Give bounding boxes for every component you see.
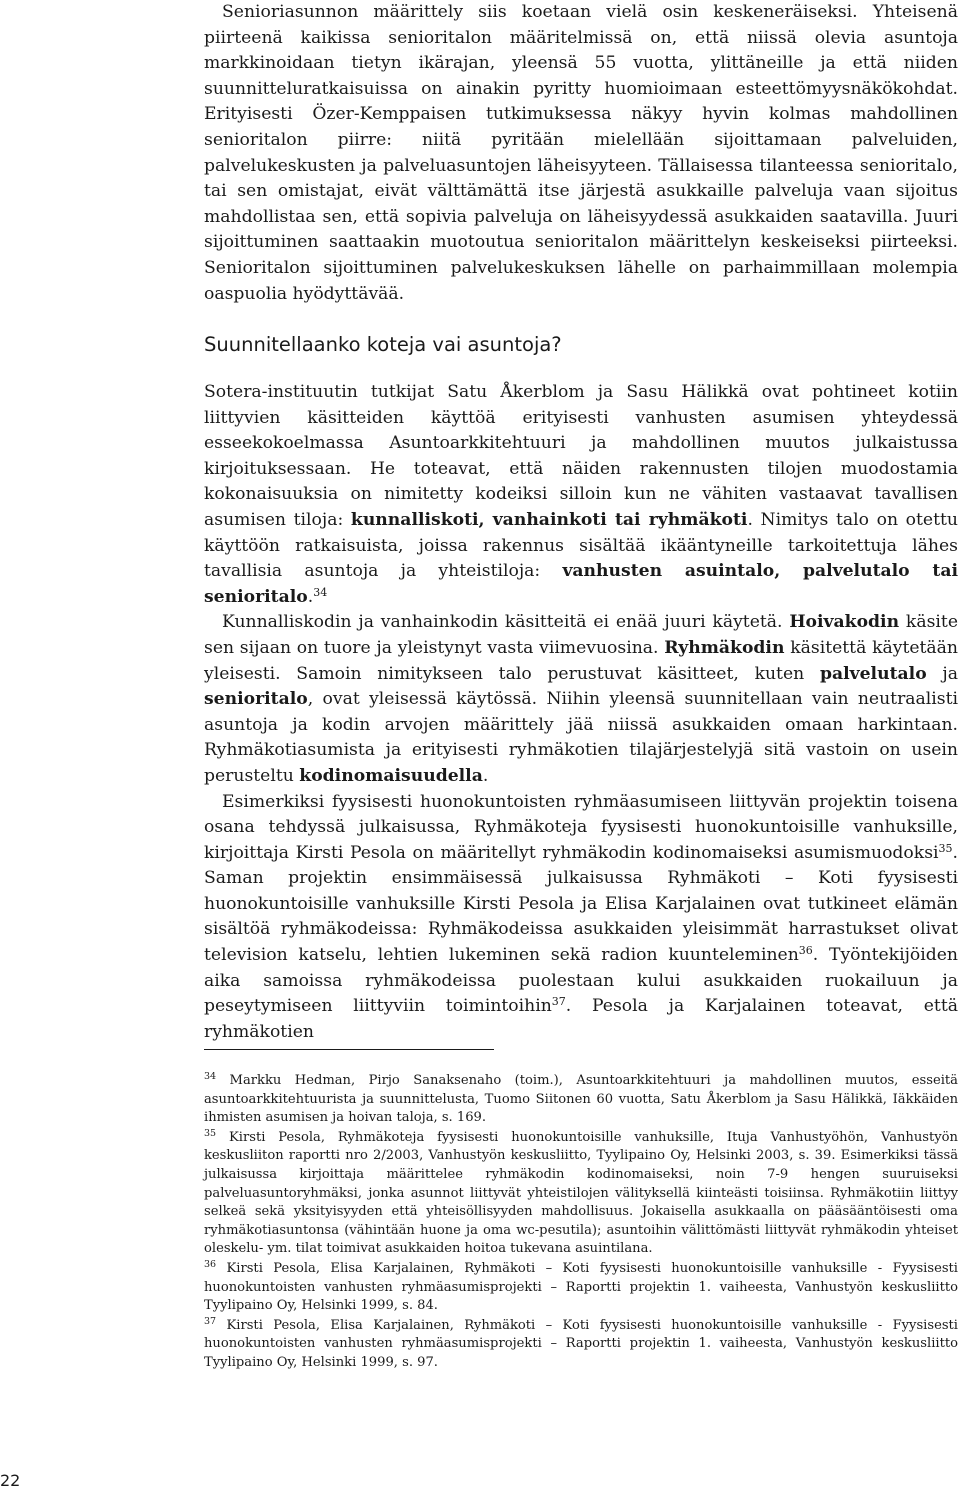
bold-term: palvelutalo <box>819 663 927 684</box>
footnote-number: 34 <box>204 1071 217 1082</box>
footnote-ref: 37 <box>551 995 566 1009</box>
text-run: Kunnalliskodin ja vanhainkodin käsitteitä ei enää juuri käytetä. <box>222 612 790 633</box>
footnote-text: Kirsti Pesola, Elisa Karjalainen, Ryhmäkoti – Koti fyysisesti huonokuntoisille vanhuksille - Fyysisesti huonokuntoisten vanhusten ryhmäasumisprojekti – Raportti projektin 1. vaiheesta, Vanhustyön keskusliitto Tyylipaino Oy, Helsinki 1999, s. 97. <box>204 1317 958 1370</box>
footnote-number: 36 <box>204 1258 217 1270</box>
text-run: käsite sen sijaan on tuore ja yleistynyt vasta viimevuosina. <box>204 612 958 658</box>
text-run: käsitettä käytetään yleisesti. Samoin nimitykseen talo perustuvat käsitteet, kuten <box>204 637 958 684</box>
text-run: . <box>482 765 489 786</box>
footnote-text: Kirsti Pesola, Elisa Karjalainen, Ryhmäkoti – Koti fyysisesti huonokuntoisille vanhuksille - Fyysisesti huonokuntoisten vanhusten ryhmäasumisprojekti – Raportti projektin 1. vaiheesta, Vanhustyön keskusliitto Tyylipaino Oy, Helsinki 1999, s. 84. <box>204 1260 958 1314</box>
bold-term: senioritalo <box>204 689 308 710</box>
paragraph-text: Senioriasunnon määrittely siis koetaan vielä osin keskeneräiseksi. Yhteisenä piirteenä kaikissa senioritalon määritelmissä on, että niissä olevia asuntoja markkinoidaan tietyn ikärajan, yleensä 55 vuotta, ylittäneille ja että niiden suunnitteluratkaisuissa on ainakin pyritty huomioimaan esteettömyysnäkökohdat. Erityisesti Özer-Kemppaisen tutkimuksessa näkyy hyvin kolmas mahdollinen senioritalon piirre: niitä pyritään mielellään sijoittamaan palveluiden, palvelukeskusten ja palveluasuntojen läheisyyteen. Tällaisessa tilanteessa senioritalo, tai sen omistajat, eivät välttämättä itse järjestä asukkaille palveluja vaan sijoitus mahdollistaa sen, että sopivia palveluja on läheisyydessä asukkaiden saatavilla. Juuri sijoittuminen saattaakin muotoutua senioritalon määrittelyn keskeiseksi piirteeksi. Senioritalon sijoittuminen palvelukeskuksen lähelle on parhaimmillaan molempia oaspuolia hyödyttävää. <box>204 2 958 304</box>
page-number: 22 <box>0 1471 21 1490</box>
bold-term: Ryhmäkodin <box>664 637 785 658</box>
footnote-ref: 35 <box>938 841 953 855</box>
footnote-ref: 34 <box>313 585 328 599</box>
text-run: . <box>307 586 314 607</box>
paragraph-concepts <box>204 610 958 789</box>
footnote <box>204 1317 958 1373</box>
text-run: . Pesola ja Karjalainen toteavat, että ryhmäkotien <box>204 996 958 1042</box>
footnotes <box>204 1072 958 1374</box>
text-run: ja <box>926 663 958 684</box>
footnote <box>204 1072 958 1128</box>
footnote-divider <box>204 1049 494 1050</box>
footnote-number: 35 <box>204 1127 217 1139</box>
section-heading: Suunnitellaanko koteja vai asuntoja? <box>204 333 562 356</box>
footnote <box>204 1260 958 1316</box>
bold-term: vanhusten asuintalo, palvelutalo tai senioritalo <box>204 561 958 607</box>
bold-term: kodinomaisuudella <box>299 765 483 786</box>
bold-term: Hoivakodin <box>789 612 900 633</box>
bold-term: kunnalliskoti, vanhainkoti tai ryhmäkoti <box>350 509 748 530</box>
text-run: . Nimitys talo on otettu käyttöön ratkaisuista, joissa rakennus sisältää ikääntyneille tarkoitettuja lähes tavallisia asuntoja ja yhteistiloja: <box>204 509 958 582</box>
footnote-text: Kirsti Pesola, Ryhmäkoteja fyysisesti huonokuntoisille vanhuksille, Ituja Vanhustyöhön, Vanhustyön keskusliiton raportti nro 2/2003, Vanhustyön keskusliitto, Tyylipaino Oy, Helsinki 2003, s. 39. Esimerkiksi tässä julkaisussa kirjoittaja määrittelee ryhmäkodin kodinomaiseksi, noin 7-9 hengen suuruiseksi palveluasuntoryhmäksi, jonka asunnot liittyvät yhteistilojen välityksellä kiinteästi toisiinsa. Ryhmäkotiin liittyy selkeä sekä yksityisyyden että yhteisöllisyyden mahdollisuus. Jokaisella asukkaalla on pääsääntöisesti oma ryhmäkotiasuntonsa (vähintään huone ja oma wc-pesutila); asuntoihin välittömästi liittyvät ryhmäkodin yhteiset oleskelu- ym. tilat toimivat asukkaiden hoitoa tukevana asuintilana. <box>204 1129 958 1257</box>
paragraph-example <box>204 790 958 1046</box>
text-run: . Työntekijöiden aika samoissa ryhmäkodeissa puolestaan kului asukkaiden ruokailuun ja peseytymiseen liittyviin toimintoihin <box>204 945 958 1017</box>
section-body <box>204 380 958 1045</box>
footnote <box>204 1129 958 1259</box>
paragraph-seniority-definition <box>204 0 958 307</box>
paragraph-sotera <box>204 380 958 610</box>
text-run: . Saman projektin ensimmäisessä julkaisussa Ryhmäkoti – Koti fyysisesti huonokuntoisille vanhuksille Kirsti Pesola ja Elisa Karjalainen ovat tutkineet elämän sisältöä ryhmäkodeissa: Ryhmäkodeissa asukkaiden yleisimmät harrastukset olivat television katselu, lehtien lukeminen sekä radion kuunteleminen <box>204 842 958 966</box>
text-run: , ovat yleisessä käytössä. Niihin yleensä suunnitellaan vain neutraalisti asuntoja ja kodin arvojen määrittely jää niissä asukkaiden omaan harkintaan. Ryhmäkotiasumista ja erityisesti ryhmäkotien tilajärjestelyjä sitä vastoin on usein perusteltu <box>204 689 958 786</box>
footnote-text: Markku Hedman, Pirjo Sanaksenaho (toim.), Asuntoarkkitehtuuri ja mahdollinen muutos, esseitä asuntoarkkitehtuurista ja suunnittelusta, Tuomo Siitonen 60 vuotta, Satu Åkerblom ja Sasu Hälikkä, Iäkkäiden ihmisten asumisen ja hoivan taloja, s. 169. <box>204 1073 958 1126</box>
footnote-ref: 36 <box>798 944 813 958</box>
footnote-number: 37 <box>204 1315 217 1327</box>
text-run: Sotera-instituutin tutkijat Satu Åkerblom ja Sasu Hälikkä ovat pohtineet kotiin liittyvien käsitteiden käyttöä erityisesti vanhusten asumisen yhteydessä esseekokoelmassa Asuntoarkkitehtuuri ja mahdollinen muutos julkaistussa kirjoituksessaan. He toteavat, että näiden rakennusten tilojen muodostamia kokonaisuuksia on nimitetty kodeiksi silloin kun ne vähiten vastaavat tavallisen asumisen tiloja: <box>204 382 958 530</box>
text-run: Esimerkiksi fyysisesti huonokuntoisten ryhmäasumiseen liittyvän projektin toisena osana tehdyssä julkaisussa, Ryhmäkoteja fyysisesti huonokuntoisille vanhuksille, kirjoittaja Kirsti Pesola on määritellyt ryhmäkodin kodinomaiseksi asumismuodoksi <box>204 791 958 863</box>
